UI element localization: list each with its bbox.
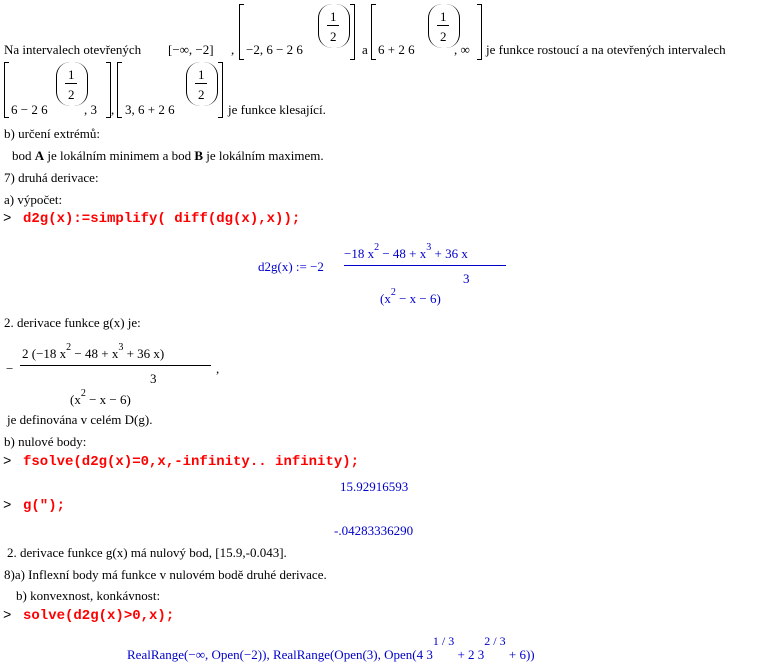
- zero-point-text: 2. derivace funkce g(x) má nulový bod, [15.9,-0.043].: [7, 545, 287, 560]
- half-num: 1: [440, 9, 447, 24]
- fraction-numerator: 2 (−18 $x^2 - 48 + x^3 + 36$ x): [22, 342, 165, 361]
- bracket-left: [4, 62, 9, 118]
- half-bar: [195, 83, 207, 84]
- calc-heading: a) výpočet:: [4, 192, 63, 207]
- command-fsolve[interactable]: fsolve(d2g(x)=0,x,-infinity.. infinity);: [23, 454, 360, 470]
- output-numerator: −18 $x^2 - 48 + x^3 + 36$ x: [344, 242, 468, 261]
- intervals-lead: Na intervalech otevřených: [4, 42, 142, 57]
- command-solve[interactable]: solve(d2g(x)>0,x);: [23, 608, 175, 624]
- fraction-bar: [344, 265, 506, 266]
- second-derivative-text: 2. derivace funkce g(x) je:: [4, 315, 141, 330]
- command-d2g[interactable]: d2g(x):=simplify( diff(dg(x),x));: [23, 211, 301, 227]
- decreasing-tail: je funkce klesající.: [228, 102, 326, 117]
- inflexion-text: 8)a) Inflexní body má funkce v nulovém bodě druhé derivace.: [4, 567, 327, 582]
- interval-2-text: −2, 6 − 2 6: [246, 42, 303, 57]
- fraction-denominator: $(x^2 - x - 6)$: [70, 388, 131, 407]
- half-num: 1: [330, 9, 337, 24]
- interval-3-right: , ∞: [454, 42, 470, 57]
- interval-3-text: 6 + 2 6: [378, 42, 415, 57]
- second-derivative-heading: 7) druhá derivace:: [4, 170, 99, 185]
- half-den: 2: [330, 29, 337, 44]
- prompt: >: [3, 454, 12, 470]
- prompt: >: [3, 608, 12, 624]
- prompt: >: [3, 498, 12, 514]
- half-bar: [65, 83, 77, 84]
- comma: ,: [111, 102, 115, 117]
- half-num: 1: [198, 67, 205, 82]
- interval-4-right: , 3: [84, 102, 97, 117]
- convexity-heading: b) konvexnost, konkávnost:: [16, 588, 161, 603]
- output-solve: RealRange(−∞, Open(−2)), RealRange(Open(3), Open(4 31 / 3 + 2 32 / 3 + 6)): [127, 634, 535, 662]
- zeros-heading: b) nulové body:: [4, 434, 87, 449]
- fraction-bar: [20, 365, 211, 366]
- output-denominator: $(x^2 - x - 6)$: [380, 287, 441, 306]
- output-g: -.04283336290: [334, 523, 414, 538]
- interval-neg-inf: [−∞, −2]: [168, 42, 214, 57]
- prompt: >: [3, 211, 12, 227]
- interval-4-text: 6 − 2 6: [11, 102, 48, 117]
- power-3: 3: [150, 371, 157, 386]
- comma: ,: [216, 361, 220, 376]
- bracket-right: [218, 62, 223, 118]
- half-num: 1: [68, 67, 75, 82]
- interval-5-text: 3, 6 + 2 6: [125, 102, 175, 117]
- output-fsolve: 15.92916593: [340, 479, 409, 494]
- half-den: 2: [440, 29, 447, 44]
- defined-text: je definována v celém D(g).: [7, 412, 153, 427]
- bracket-left: [239, 4, 244, 60]
- bracket-right: [350, 4, 355, 60]
- bracket-right: [477, 4, 482, 60]
- bracket-left: [117, 62, 122, 118]
- bracket-left: [371, 4, 376, 60]
- command-g[interactable]: g(");: [23, 498, 66, 514]
- comma: ,: [231, 42, 235, 57]
- power-3: 3: [463, 271, 470, 286]
- increasing-tail: je funkce rostoucí a na otevřených intervalech: [486, 42, 726, 57]
- extremes-heading: b) určení extrémů:: [4, 126, 101, 141]
- half-den: 2: [198, 87, 205, 102]
- half-den: 2: [68, 87, 75, 102]
- and-word: a: [362, 42, 368, 57]
- output-lhs: d2g(x) := −2: [258, 259, 324, 274]
- minus-sign: −: [6, 361, 14, 376]
- half-bar: [327, 25, 339, 26]
- extremes-text: bod A je lokálním minimem a bod B je lokálním maximem.: [12, 148, 324, 163]
- half-bar: [437, 25, 449, 26]
